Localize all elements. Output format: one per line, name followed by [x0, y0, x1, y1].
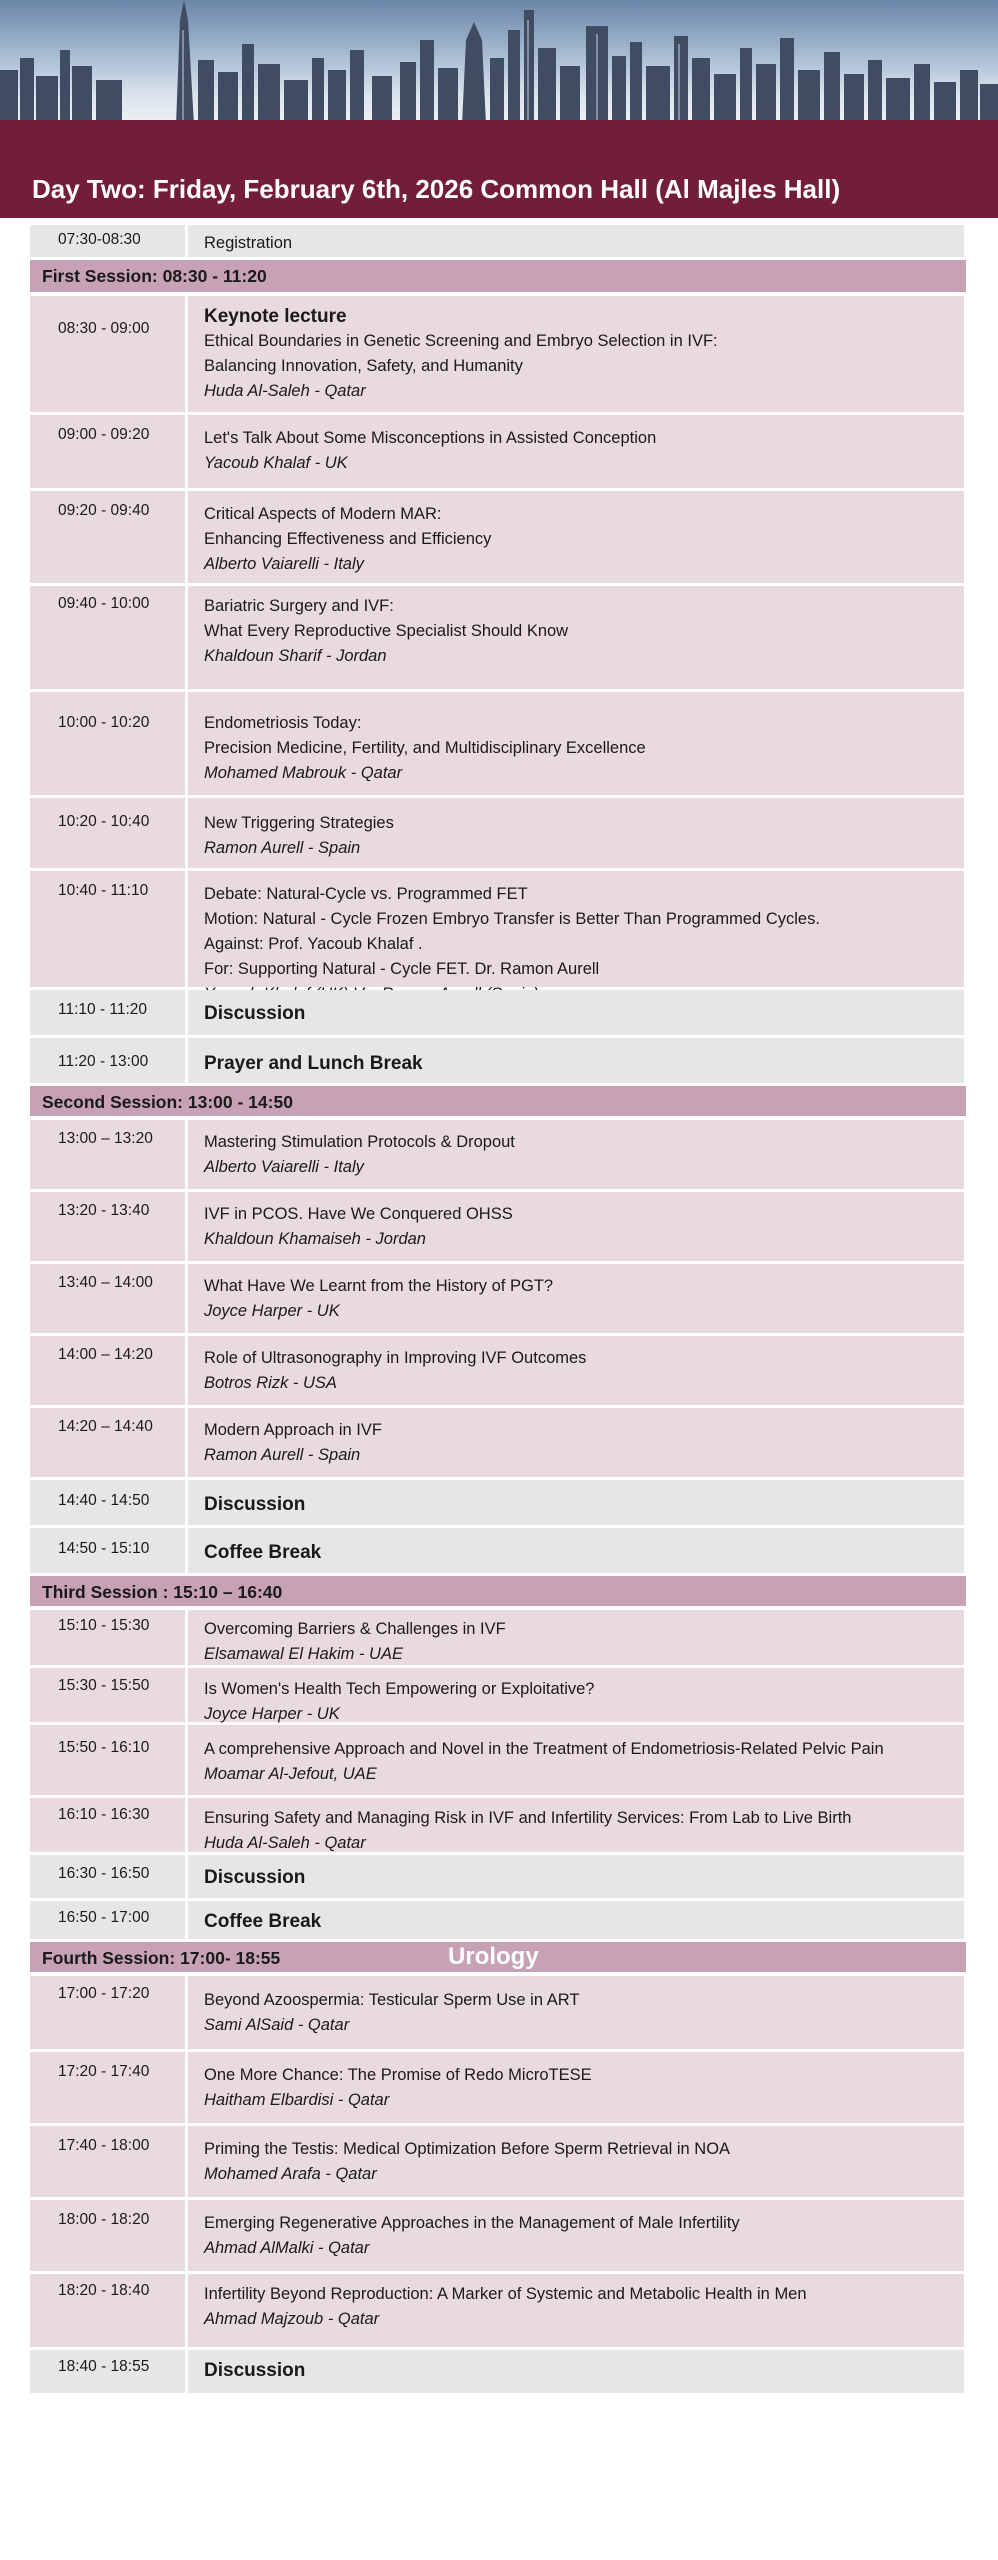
- session-title: First Session: 08:30 - 11:20: [42, 266, 267, 286]
- time-slot: 14:40 - 14:50: [58, 1492, 150, 1509]
- item-heading: Prayer and Lunch Break: [204, 1053, 423, 1074]
- schedule-row: [30, 415, 964, 488]
- column-divider: [185, 415, 188, 488]
- talk-title-line: Role of Ultrasonography in Improving IVF Outcomes: [204, 1349, 587, 1367]
- column-divider: [185, 1408, 188, 1477]
- item-heading: Coffee Break: [204, 1542, 322, 1563]
- speaker-name: Alberto Vaiarelli - Italy: [204, 555, 364, 573]
- session-details: [204, 1418, 956, 1468]
- session-details: [204, 1806, 956, 1856]
- column-divider: [185, 2350, 188, 2393]
- session-details: [204, 1677, 956, 1727]
- session-details: [204, 502, 956, 577]
- time-slot: 09:20 - 09:40: [58, 502, 150, 519]
- column-divider: [185, 1976, 188, 2049]
- speaker-name: Ramon Aurell - Spain: [204, 1446, 361, 1464]
- column-divider: [185, 225, 188, 257]
- talk-title-line: Balancing Innovation, Safety, and Humanity: [204, 357, 523, 375]
- talk-title-line: Against: Prof. Yacoub Khalaf .: [204, 935, 423, 953]
- session-details: [204, 1617, 956, 1667]
- time-slot: 15:30 - 15:50: [58, 1677, 150, 1694]
- talk-title-line: A comprehensive Approach and Novel in the Treatment of Endometriosis-Related Pelvic Pain: [204, 1740, 884, 1758]
- column-divider: [185, 2052, 188, 2123]
- column-divider: [185, 1120, 188, 1189]
- schedule-row: [30, 1976, 964, 2049]
- session-title: Second Session: 13:00 - 14:50: [42, 1092, 293, 1112]
- session-details: [204, 1130, 956, 1180]
- speaker-name: Moamar Al-Jefout, UAE: [204, 1765, 377, 1783]
- session-details: [204, 426, 956, 476]
- session-details: [204, 2211, 956, 2261]
- item-heading: Coffee Break: [204, 1911, 322, 1932]
- schedule-row: [30, 1408, 964, 1477]
- column-divider: [185, 2274, 188, 2347]
- speaker-name: Alberto Vaiarelli - Italy: [204, 1158, 364, 1176]
- schedule-row: [30, 1336, 964, 1405]
- session-details: [204, 2063, 956, 2113]
- speaker-name: Yacoub Khalaf - UK: [204, 454, 348, 472]
- speaker-name: Joyce Harper - UK: [204, 1705, 340, 1723]
- time-slot: 16:10 - 16:30: [58, 1806, 150, 1823]
- speaker-name: Khaldoun Khamaiseh - Jordan: [204, 1230, 426, 1248]
- session-details: [204, 1001, 956, 1026]
- session-details: [204, 1051, 956, 1076]
- column-divider: [185, 1610, 188, 1665]
- schedule-row: [30, 2052, 964, 2123]
- speaker-name: Khaldoun Sharif - Jordan: [204, 647, 387, 665]
- session-details: [204, 1988, 956, 2038]
- session-header: [30, 1942, 966, 1972]
- session-header: [30, 1576, 966, 1606]
- session-details: [204, 1202, 956, 1252]
- schedule-row: [30, 1480, 964, 1525]
- talk-title-line: Registration: [204, 234, 293, 252]
- time-slot: 16:50 - 17:00: [58, 1909, 150, 1926]
- talk-title-line: Beyond Azoospermia: Testicular Sperm Use in ART: [204, 1991, 580, 2009]
- talk-title-line: Is Women's Health Tech Empowering or Exploitative?: [204, 1680, 595, 1698]
- time-slot: 11:10 - 11:20: [58, 1001, 148, 1018]
- talk-title-line: Overcoming Barriers & Challenges in IVF: [204, 1620, 506, 1638]
- speaker-name: Mohamed Arafa - Qatar: [204, 2165, 377, 2183]
- column-divider: [185, 871, 188, 987]
- talk-title-line: What Have We Learnt from the History of PGT?: [204, 1277, 554, 1295]
- schedule-row: [30, 1192, 964, 1261]
- talk-title-line: Mastering Stimulation Protocols & Dropout: [204, 1133, 515, 1151]
- time-slot: 18:00 - 18:20: [58, 2211, 150, 2228]
- talk-title-line: Ethical Boundaries in Genetic Screening and Embryo Selection in IVF:: [204, 332, 718, 350]
- column-divider: [185, 2126, 188, 2197]
- speaker-name: Joyce Harper - UK: [204, 1302, 340, 1320]
- session-details: [204, 1540, 956, 1565]
- time-slot: 17:40 - 18:00: [58, 2137, 150, 2154]
- session-details: [204, 1492, 956, 1517]
- schedule-row: [30, 692, 964, 795]
- item-heading: Discussion: [204, 1003, 306, 1024]
- time-slot: 07:30-08:30: [58, 231, 141, 248]
- session-details: [204, 1909, 956, 1934]
- column-divider: [185, 586, 188, 689]
- schedule-row: [30, 491, 964, 583]
- talk-title-line: Motion: Natural - Cycle Frozen Embryo Transfer is Better Than Programmed Cycles.: [204, 910, 820, 928]
- session-title: Third Session : 15:10 – 16:40: [42, 1582, 283, 1602]
- column-divider: [185, 798, 188, 868]
- schedule-row: [30, 1264, 964, 1333]
- speaker-name: Huda Al-Saleh - Qatar: [204, 382, 366, 400]
- talk-title-line: Modern Approach in IVF: [204, 1421, 382, 1439]
- time-slot: 14:50 - 15:10: [58, 1540, 150, 1557]
- talk-title-line: Emerging Regenerative Approaches in the Management of Male Infertility: [204, 2214, 740, 2232]
- speaker-name: Botros Rizk - USA: [204, 1374, 337, 1392]
- time-slot: 16:30 - 16:50: [58, 1865, 150, 1882]
- session-details: [204, 1865, 956, 1890]
- session-details: [204, 2282, 956, 2332]
- column-divider: [185, 692, 188, 795]
- schedule-row: [30, 1038, 964, 1083]
- column-divider: [185, 2200, 188, 2271]
- session-details: [204, 304, 956, 404]
- column-divider: [185, 1668, 188, 1722]
- schedule-row: [30, 1901, 964, 1939]
- time-slot: 10:00 - 10:20: [58, 714, 150, 731]
- schedule-row: [30, 2200, 964, 2271]
- time-slot: 13:20 - 13:40: [58, 1202, 150, 1219]
- session-details: [204, 711, 956, 786]
- session-header: [30, 260, 966, 292]
- time-slot: 17:00 - 17:20: [58, 1985, 150, 2002]
- schedule-row: [30, 1668, 964, 1722]
- column-divider: [185, 990, 188, 1035]
- column-divider: [185, 1901, 188, 1939]
- column-divider: [185, 1336, 188, 1405]
- talk-title-line: Let's Talk About Some Misconceptions in Assisted Conception: [204, 429, 657, 447]
- skyline-illustration: [0, 0, 998, 125]
- session-details: [204, 1274, 956, 1324]
- item-heading: Keynote lecture: [204, 306, 347, 327]
- schedule-row: [30, 2274, 964, 2347]
- schedule-row: [30, 2350, 964, 2393]
- schedule-row: [30, 2126, 964, 2197]
- speaker-name: Ahmad Majzoub - Qatar: [204, 2310, 380, 2328]
- time-slot: 10:20 - 10:40: [58, 813, 150, 830]
- schedule-row: [30, 990, 964, 1035]
- schedule-row: [30, 1120, 964, 1189]
- session-track-tag: Urology: [448, 1943, 539, 1970]
- talk-title-line: Critical Aspects of Modern MAR:: [204, 505, 442, 523]
- column-divider: [185, 1264, 188, 1333]
- schedule-row: [30, 225, 964, 257]
- column-divider: [185, 1192, 188, 1261]
- schedule-row: [30, 296, 964, 412]
- session-details: [204, 2358, 956, 2383]
- schedule-row: [30, 1855, 964, 1898]
- column-divider: [185, 296, 188, 412]
- time-slot: 13:40 – 14:00: [58, 1274, 153, 1291]
- time-slot: 09:40 - 10:00: [58, 595, 150, 612]
- city-skyline-banner: [0, 0, 998, 125]
- column-divider: [185, 1038, 188, 1083]
- speaker-name: Sami AlSaid - Qatar: [204, 2016, 350, 2034]
- schedule-row: [30, 586, 964, 689]
- talk-title-line: Endometriosis Today:: [204, 714, 362, 732]
- talk-title-line: New Triggering Strategies: [204, 814, 394, 832]
- schedule-row: [30, 871, 964, 987]
- session-details: [204, 231, 956, 256]
- column-divider: [185, 1528, 188, 1573]
- talk-title-line: Priming the Testis: Medical Optimization Before Sperm Retrieval in NOA: [204, 2140, 731, 2158]
- speaker-name: Elsamawal El Hakim - UAE: [204, 1645, 403, 1663]
- talk-title-line: IVF in PCOS. Have We Conquered OHSS: [204, 1205, 513, 1223]
- session-details: [204, 1737, 956, 1787]
- time-slot: 15:50 - 16:10: [58, 1739, 150, 1756]
- speaker-name: Haitham Elbardisi - Qatar: [204, 2091, 390, 2109]
- column-divider: [185, 1725, 188, 1795]
- schedule-row: [30, 798, 964, 868]
- speaker-name: Ramon Aurell - Spain: [204, 839, 361, 857]
- session-details: [204, 1346, 956, 1396]
- time-slot: 09:00 - 09:20: [58, 426, 150, 443]
- column-divider: [185, 1798, 188, 1852]
- speaker-name: Mohamed Mabrouk - Qatar: [204, 764, 403, 782]
- talk-title-line: Enhancing Effectiveness and Efficiency: [204, 530, 492, 548]
- schedule-row: [30, 1798, 964, 1852]
- speaker-name: Huda Al-Saleh - Qatar: [204, 1834, 366, 1852]
- session-details: [204, 811, 956, 861]
- time-slot: 13:00 – 13:20: [58, 1130, 153, 1147]
- session-details: [204, 594, 956, 669]
- item-heading: Discussion: [204, 2360, 306, 2381]
- session-title: Fourth Session: 17:00- 18:55: [42, 1948, 281, 1968]
- schedule-row: [30, 1610, 964, 1665]
- time-slot: 08:30 - 09:00: [58, 320, 150, 337]
- schedule-row: [30, 1528, 964, 1573]
- column-divider: [185, 1855, 188, 1898]
- time-slot: 18:20 - 18:40: [58, 2282, 150, 2299]
- talk-title-line: Precision Medicine, Fertility, and Multidisciplinary Excellence: [204, 739, 646, 757]
- column-divider: [185, 1480, 188, 1525]
- talk-title-line: Debate: Natural-Cycle vs. Programmed FET: [204, 885, 528, 903]
- schedule-row: [30, 1725, 964, 1795]
- time-slot: 14:20 – 14:40: [58, 1418, 153, 1435]
- time-slot: 14:00 – 14:20: [58, 1346, 153, 1363]
- session-details: [204, 2137, 956, 2187]
- session-header: [30, 1086, 966, 1116]
- time-slot: 15:10 - 15:30: [58, 1617, 150, 1634]
- talk-title-line: One More Chance: The Promise of Redo MicroTESE: [204, 2066, 592, 2084]
- column-divider: [185, 491, 188, 583]
- session-details: [204, 882, 956, 1007]
- time-slot: 17:20 - 17:40: [58, 2063, 150, 2080]
- program-schedule: [30, 225, 966, 2396]
- talk-title-line: For: Supporting Natural - Cycle FET. Dr. Ramon Aurell: [204, 960, 600, 978]
- talk-title-line: What Every Reproductive Specialist Should Know: [204, 622, 569, 640]
- talk-title-line: Ensuring Safety and Managing Risk in IVF and Infertility Services: From Lab to Live Birth: [204, 1809, 852, 1827]
- item-heading: Discussion: [204, 1494, 306, 1515]
- time-slot: 18:40 - 18:55: [58, 2358, 150, 2375]
- speaker-name: Ahmad AlMalki - Qatar: [204, 2239, 370, 2257]
- item-heading: Discussion: [204, 1867, 306, 1888]
- time-slot: 10:40 - 11:10: [58, 882, 149, 899]
- time-slot: 11:20 - 13:00: [58, 1053, 149, 1070]
- talk-title-line: Infertility Beyond Reproduction: A Marker of Systemic and Metabolic Health in Men: [204, 2285, 807, 2303]
- day-venue-title: Day Two: Friday, February 6th, 2026 Common Hall (Al Majles Hall): [32, 174, 841, 204]
- talk-title-line: Bariatric Surgery and IVF:: [204, 597, 394, 615]
